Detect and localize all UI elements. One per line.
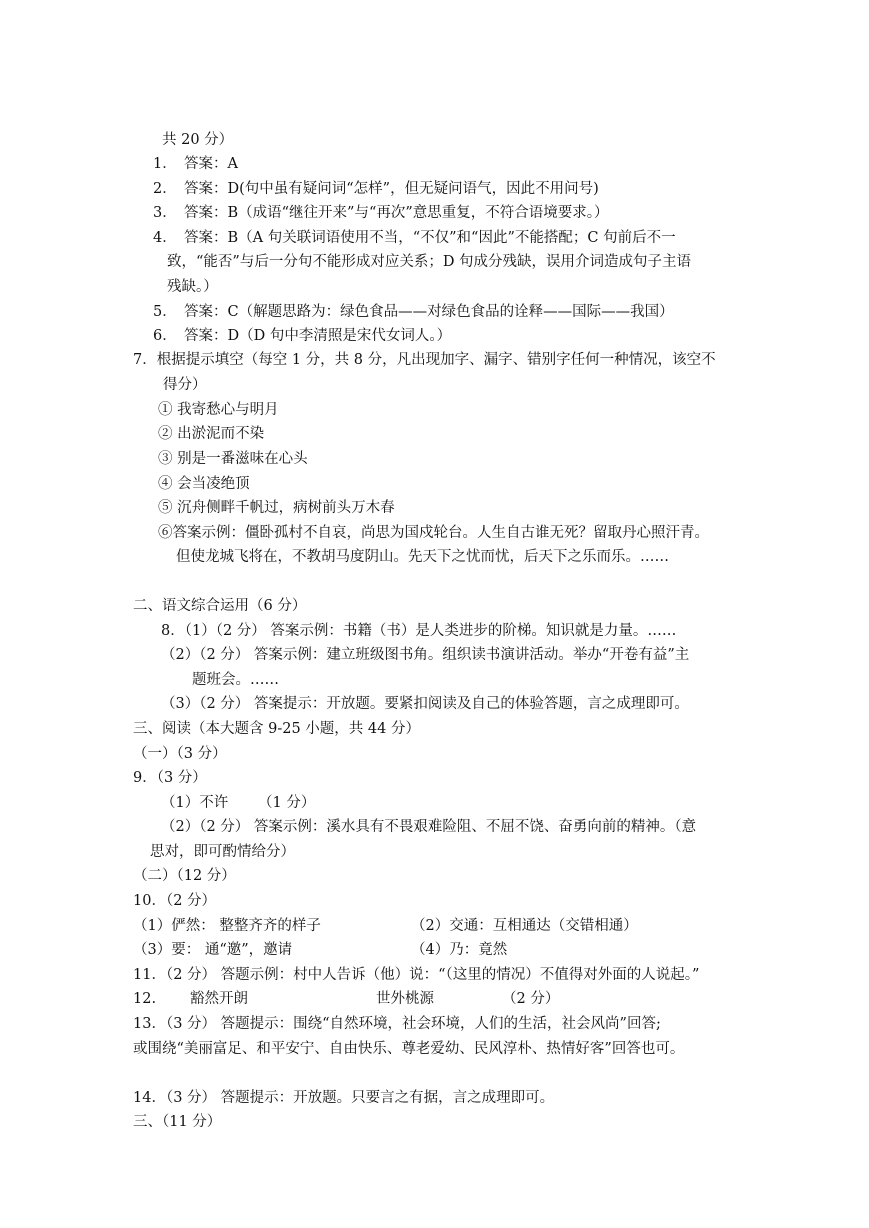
fill-item-4: ④ 会当凌绝顶 — [158, 476, 250, 492]
text-line: 共 20 分） — [162, 132, 234, 148]
question-13: 13．（3 分） 答题提示：围绕“自然环境，社会环境，人们的生活，社会风尚”回答; — [133, 1016, 661, 1032]
question-9: 9．（3 分） — [133, 770, 207, 786]
question-8: 8．（1）（2 分） 答案示例：书籍（书）是人类进步的阶梯。知识就是力量。…… — [161, 623, 677, 639]
text-line: 豁然开朗 — [190, 991, 248, 1007]
text-line: 或围绕“美丽富足、和平安宁、自由快乐、尊老爱幼、民风淳朴、热情好客”回答也可。 — [133, 1041, 685, 1057]
fill-item-6: ⑥答案示例：僵卧孤村不自哀，尚思为国戍轮台。人生自古谁无死？留取丹心照汗青。 — [158, 525, 709, 541]
text-line: （2）交通：互相通达（交错相通） — [411, 918, 638, 934]
text-line: 致，“能否”与后一分句不能形成对应关系；D 句成分残缺，误用介词造成句子主语 — [167, 254, 692, 270]
text-line: 思对，即可酌情给分） — [150, 844, 295, 860]
subsection-heading: （一）（3 分） — [133, 746, 227, 762]
text-line: （3）要： 通“邀”，邀请 — [133, 942, 293, 958]
text-line: 世外桃源 — [376, 991, 434, 1007]
answer-6: 6． 答案：D（D 句中李清照是宋代女词人。） — [153, 328, 452, 344]
question-14: 14．（3 分） 答题提示：开放题。只要言之有据，言之成理即可。 — [133, 1090, 555, 1106]
fill-item-3: ③ 别是一番滋味在心头 — [158, 451, 308, 467]
text-line: （2）（2 分） 答案示例：溪水具有不畏艰难险阻、不屈不饶、奋勇向前的精神。（意 — [161, 819, 697, 835]
section-heading: 二、语文综合运用（6 分） — [133, 598, 307, 614]
text-line: （1）俨然： 整整齐齐的样子 — [133, 918, 321, 934]
fill-item-1: ① 我寄愁心与明月 — [158, 402, 279, 418]
text-line: 得分） — [163, 377, 207, 393]
subsection-heading: （二）（12 分） — [133, 868, 236, 884]
text-line: 残缺。） — [167, 279, 218, 295]
text-line: （4）乃：竟然 — [411, 942, 508, 958]
text-line: （2）（2 分） 答案示例：建立班级图书角。组织读书演讲活动。举办“开卷有益”主 — [161, 647, 690, 663]
question-7: 7．根据提示填空（每空 1 分，共 8 分，凡出现加字、漏字、错别字任何一种情况，该空不 — [133, 352, 716, 368]
section-heading: 三、（11 分） — [133, 1114, 222, 1130]
fill-item-5: ⑤ 沉舟侧畔千帆过，病树前头万木春 — [158, 500, 395, 516]
fill-item-2: ② 出淤泥而不染 — [158, 426, 265, 442]
answer-2: 2． 答案：D(句中虽有疑问词“怎样”，但无疑问语气，因此不用问号) — [153, 181, 599, 197]
text-line: 题班会。…… — [192, 672, 279, 688]
text-line: （3）（2 分） 答案提示：开放题。要紧扣阅读及自己的体验答题，言之成理即可。 — [161, 696, 689, 712]
answer-4: 4． 答案：B（A 句关联词语使用不当，“不仅”和“因此”不能搭配；C 句前后不一 — [153, 230, 676, 246]
question-11: 11．（2 分） 答题示例：村中人告诉（他）说：“（这里的情况）不值得对外面的人说起。” — [133, 967, 700, 983]
answer-3: 3． 答案：B（成语“继往开来”与“再次”意思重复，不符合语境要求。） — [153, 205, 609, 221]
question-12: 12. — [133, 991, 157, 1007]
score-label: （1 分） — [258, 795, 316, 811]
question-10: 10．（2 分） — [133, 893, 217, 909]
text-line: （1）不许 — [161, 795, 229, 811]
score-label: （2 分） — [502, 991, 560, 1007]
text-line: 但使龙城飞将在，不教胡马度阴山。先天下之忧而忧，后天下之乐而乐。…… — [176, 549, 669, 565]
section-heading: 三、阅读（本大题含 9-25 小题，共 44 分） — [133, 721, 420, 737]
answer-1: 1． 答案：A — [153, 156, 238, 172]
answer-5: 5． 答案：C（解题思路为：绿色食品——对绿色食品的诠释——国际——我国） — [153, 304, 674, 320]
